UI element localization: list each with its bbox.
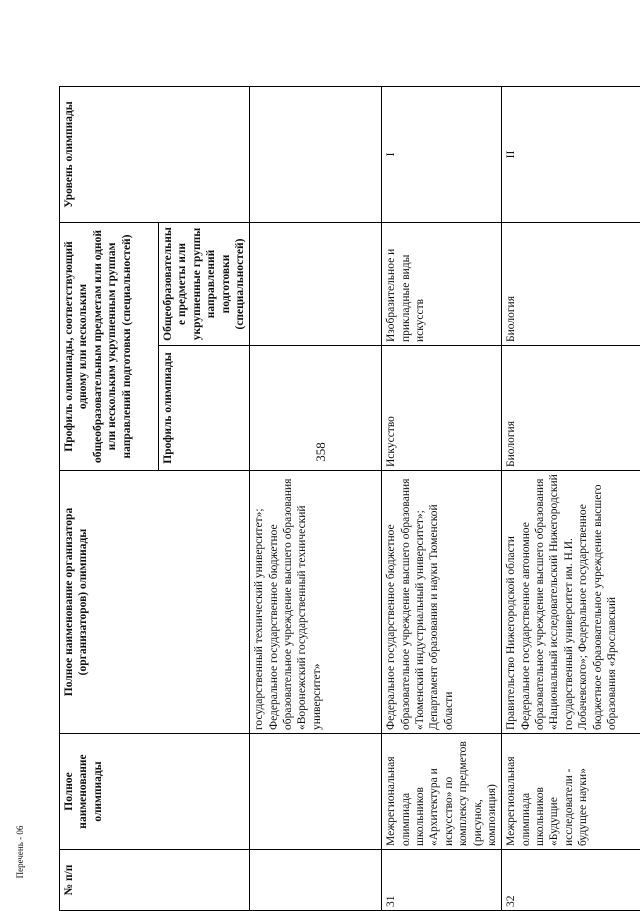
footer-note: Перечень - 06 — [15, 825, 25, 879]
header-profile: Профиль олимпиады — [159, 346, 250, 471]
header-number: № п/п — [60, 850, 250, 911]
cell-level: I — [382, 87, 502, 223]
cell-profile — [250, 346, 382, 471]
cell-full-name: Межрегиональная олимпиада школьников «Будущие исследователи - будущее науки» — [502, 734, 640, 850]
cell-subjects — [250, 223, 382, 346]
cell-full-name — [250, 734, 382, 850]
cell-organizer: государственный технический университет»; Федеральное государственное бюджетное образовательное учреждение высшего образования «Воронежский государственный технический университет» — [250, 471, 382, 734]
header-level: Уровень олимпиады — [60, 87, 250, 223]
header-subjects: Общеобразовательные предметы или укрупненные группы направлений подготовки (специальностей) — [159, 223, 250, 346]
table-row — [250, 87, 382, 911]
cell-subjects: Биология — [502, 223, 640, 346]
cell-profile: Искусство — [382, 346, 502, 471]
cell-number — [250, 850, 382, 911]
cell-subjects: Изобразительное и прикладные виды искусств — [382, 223, 502, 346]
cell-number: 32 — [502, 850, 640, 911]
header-organizer: Полное наименование организатора (организаторов) олимпиады — [60, 471, 250, 734]
table-row — [502, 87, 640, 911]
cell-level — [250, 87, 382, 223]
page-number: 358 — [313, 442, 328, 462]
cell-full-name: Межрегиональная олимпиада школьников «Архитектура и искусство» по комплексу предметов (рисунок, композиция) — [382, 734, 502, 850]
olympiad-table-container — [59, 87, 618, 911]
header-full-name: Полное наименование олимпиады — [60, 734, 250, 850]
cell-organizer: Федеральное государственное бюджетное образовательное учреждение высшего образования «Тюменский индустриальный университет»; Департамент образования и науки Тюменской области — [382, 471, 502, 734]
header-profile-group: Профиль олимпиады, соответствующий одному или нескольким общеобразовательным предметам или одной или нескольким укрупненным группам направлений подготовки (специальностей) — [60, 223, 159, 471]
cell-number: 31 — [382, 850, 502, 911]
cell-level: II — [502, 87, 640, 223]
table-row — [382, 87, 502, 911]
table-header-row — [60, 87, 159, 911]
olympiad-table — [59, 86, 640, 911]
cell-profile: Биология — [502, 346, 640, 471]
cell-organizer: Правительство Нижегородской области Федеральное государственное автономное образовательное учреждение высшего образования «Национальный исследовательский Нижегородский государственный университет им. Н.И. Лобачевского»; Федеральное государственное бюджетное образовательное учреждение высшего образования «Ярославский — [502, 471, 640, 734]
